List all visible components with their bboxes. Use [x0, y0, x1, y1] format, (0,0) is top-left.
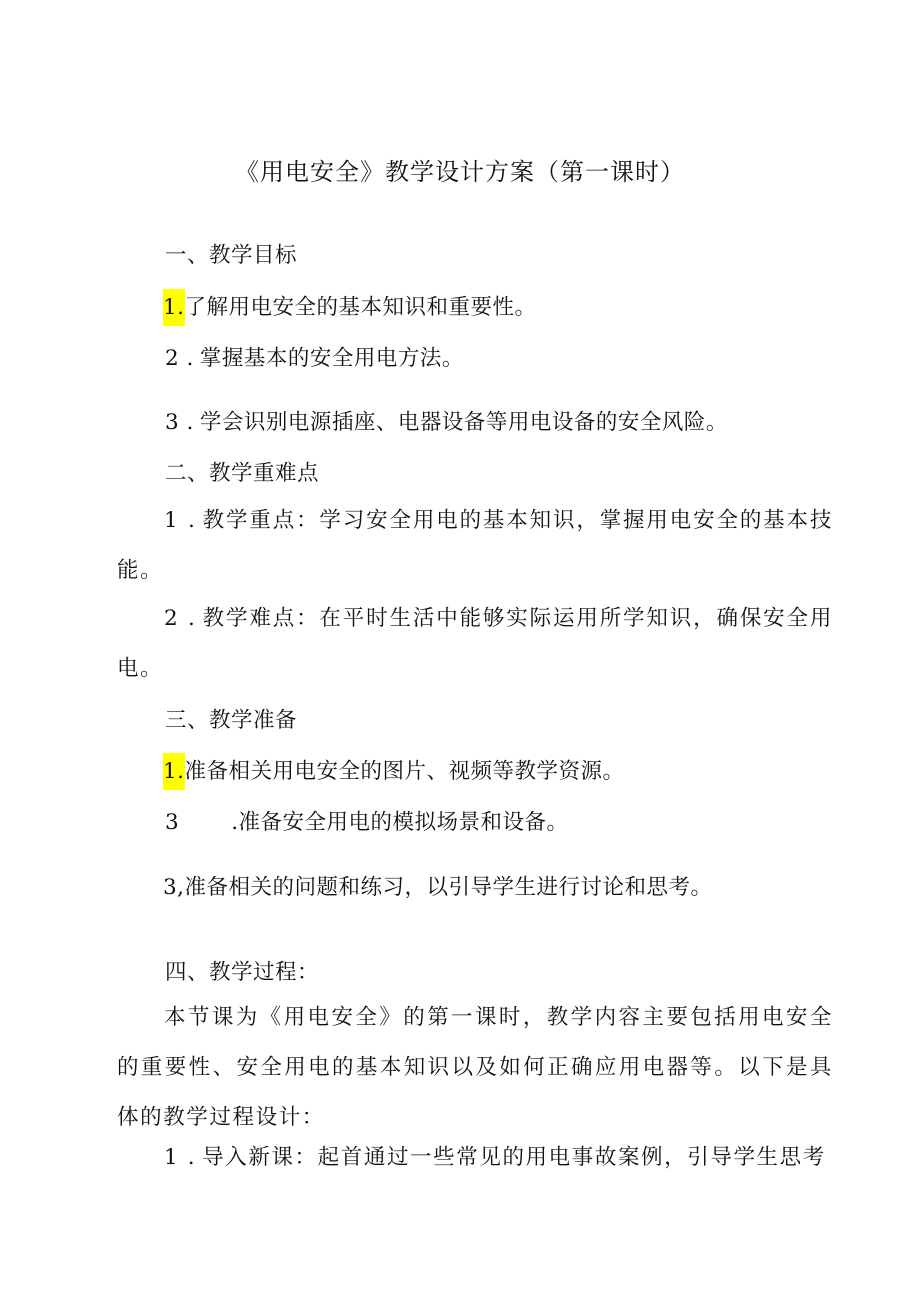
objective-item-1 [163, 290, 537, 321]
item-text: 教学难点：在平时生活中能够实际运用所学知识，确保安全用电。 [117, 606, 833, 681]
item-number: 3, [163, 875, 185, 900]
item-text: 学会识别电源插座、电器设备等用电设备的安全风险。 [199, 410, 728, 435]
item-number: 2 . [165, 346, 194, 371]
section-heading-preparation: 三、教学准备 [165, 708, 298, 733]
highlighted-number: 1. [163, 289, 185, 326]
document-title: 《用电安全》教学设计方案（第一课时） [235, 158, 685, 186]
item-text: 导入新课：起首通过一些常见的用电事故案例，引导学生思考 [202, 1145, 826, 1170]
item-text: 掌握基本的安全用电方法。 [199, 346, 464, 371]
section-heading-process: 四、教学过程： [165, 960, 320, 985]
section-heading-key-points: 二、教学重难点 [165, 461, 320, 486]
item-number: 3 [165, 810, 180, 835]
section-heading-objectives: 一、教学目标 [165, 243, 298, 268]
highlighted-number: 1. [163, 753, 185, 790]
item-number: 1 . [164, 508, 197, 533]
item-text: .准备安全用电的模拟场景和设备。 [231, 810, 569, 835]
preparation-item-2 [165, 805, 569, 836]
key-point-item-1 [117, 496, 833, 596]
objective-item-3 [165, 405, 728, 436]
process-item-1 [117, 1133, 833, 1183]
item-number: 2 . [164, 606, 197, 631]
item-text: 教学重点：学习安全用电的基本知识，掌握用电安全的基本技能。 [117, 508, 833, 583]
item-number: 1 . [164, 1145, 197, 1170]
preparation-item-3 [163, 870, 713, 901]
preparation-item-1 [163, 754, 625, 785]
objective-item-2 [165, 341, 464, 372]
item-text: 准备相关的问题和练习，以引导学生进行讨论和思考。 [184, 875, 713, 900]
item-text: 了解用电安全的基本知识和重要性。 [184, 295, 537, 320]
key-point-item-2 [117, 594, 833, 694]
item-number: 3 . [165, 410, 194, 435]
process-intro-paragraph: 本节课为《用电安全》的第一课时，教学内容主要包括用电安全的重要性、安全用电的基本知识以及如何正确应用电器等。以下是具体的教学过程设计： [117, 1005, 833, 1130]
item-text: 准备相关用电安全的图片、视频等教学资源。 [184, 759, 625, 784]
